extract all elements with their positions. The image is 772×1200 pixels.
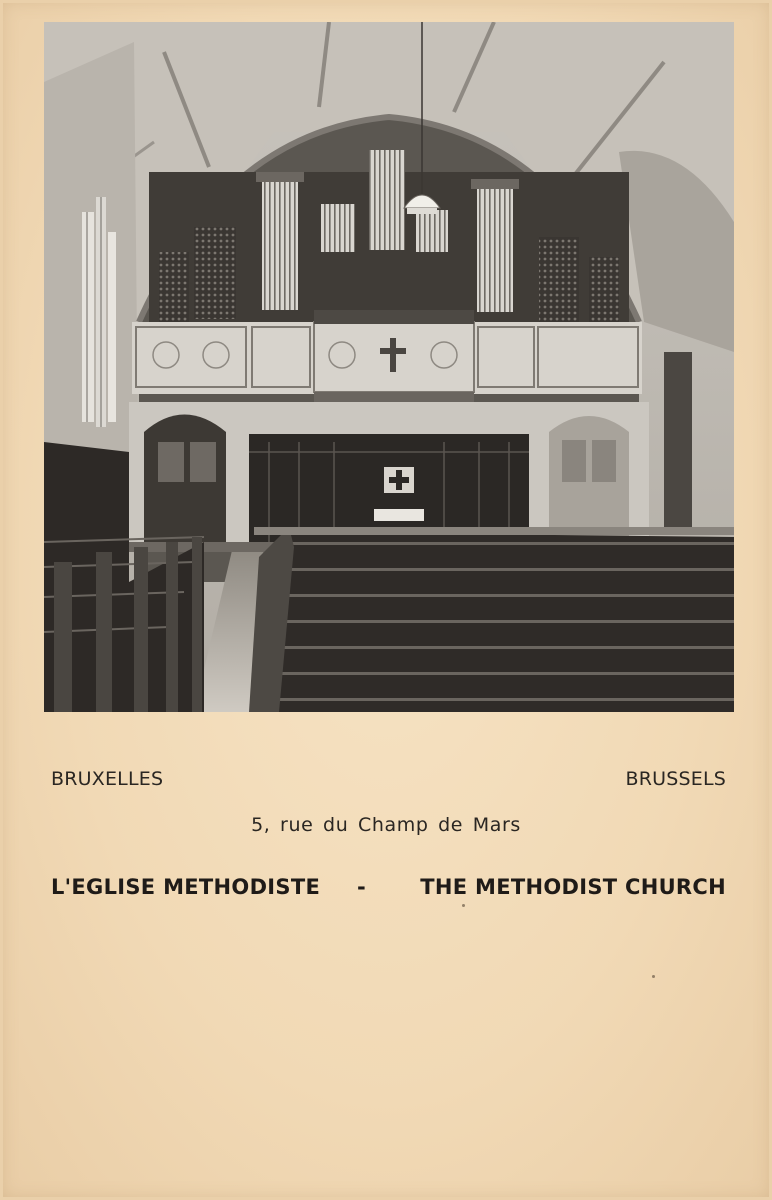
church-name-english: THE METHODIST CHURCH [420,875,726,899]
title-separator: - [357,875,367,899]
city-name-french: BRUXELLES [51,768,164,790]
paper-speck [462,904,465,907]
church-name-french: L'EGLISE METHODISTE [51,875,321,899]
paper-speck [652,975,655,978]
street-address: 5, rue du Champ de Mars [251,814,521,836]
church-interior-photo [44,22,734,712]
city-name-english: BRUSSELS [625,768,726,790]
